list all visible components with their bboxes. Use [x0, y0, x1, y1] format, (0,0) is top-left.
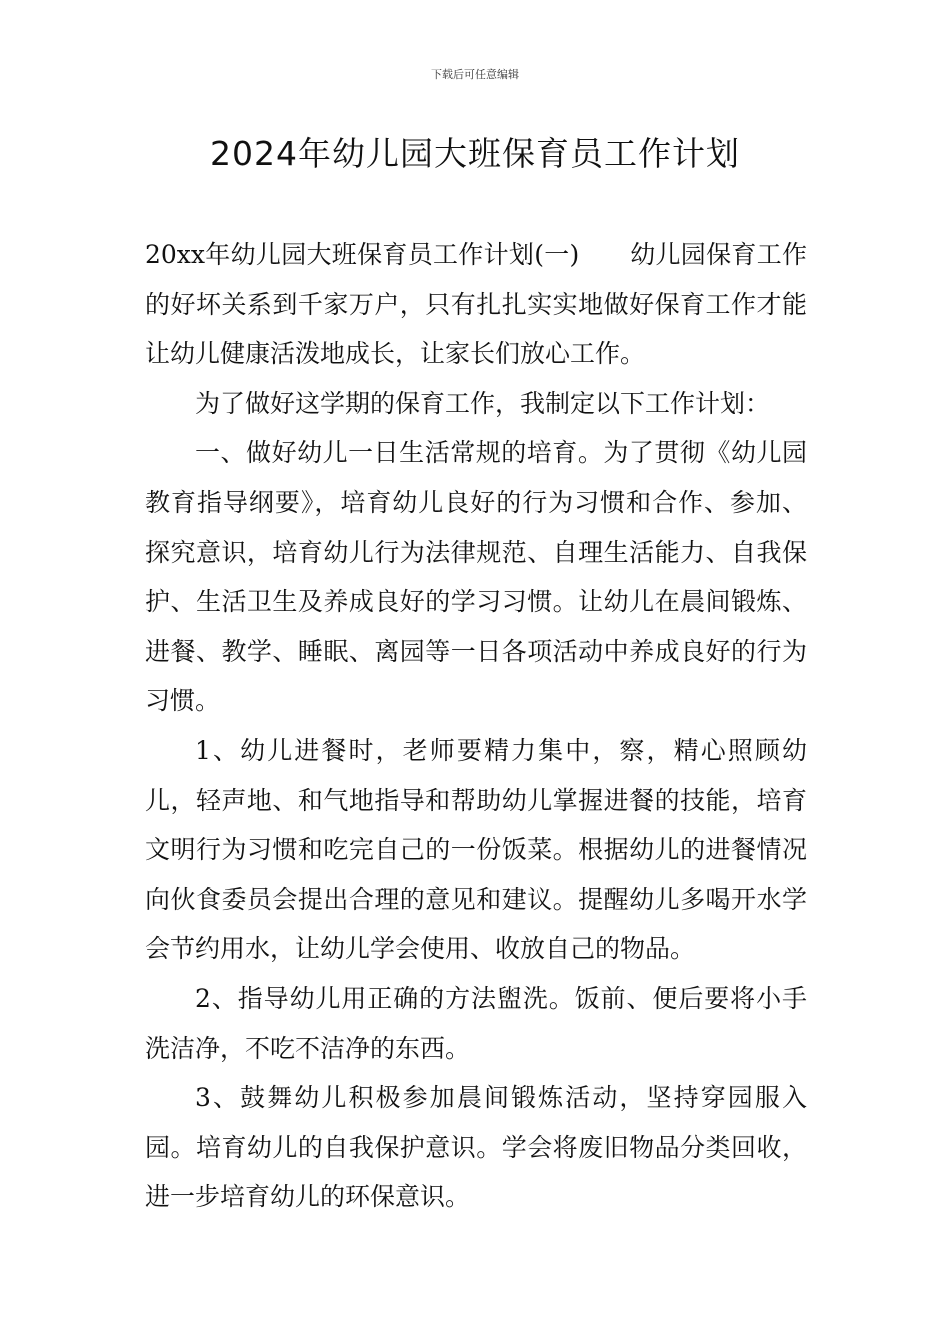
document-body — [145, 230, 807, 1222]
paragraph-item-1: 1、幼儿进餐时，老师要精力集中，察，精心照顾幼儿，轻声地、和气地指导和帮助幼儿掌握进餐的技能，培育文明行为习惯和吃完自己的一份饭菜。根据幼儿的进餐情况向伙食委员会提出合理的意见和建议。提醒幼儿多喝开水学会节约用水，让幼儿学会使用、收放自己的物品。 — [145, 735, 807, 964]
paragraph-intro: 20xx年幼儿园大班保育员工作计划(一) 幼儿园保育工作的好坏关系到千家万户，只有扎扎实实地做好保育工作才能让幼儿健康活泼地成长，让家长们放心工作。 — [145, 240, 807, 369]
paragraph-plan-lead: 为了做好这学期的保育工作，我制定以下工作计划： — [195, 388, 771, 418]
document-title: 2024年幼儿园大班保育员工作计划 — [210, 134, 740, 173]
paragraph-item-2: 2、指导幼儿用正确的方法盥洗。饭前、便后要将小手洗洁净，不吃不洁净的东西。 — [145, 983, 807, 1063]
paragraph-item-3: 3、鼓舞幼儿积极参加晨间锻炼活动，坚持穿园服入园。培育幼儿的自我保护意识。学会将废旧物品分类回收，进一步培育幼儿的环保意识。 — [145, 1083, 807, 1212]
paragraph-section-one: 一、做好幼儿一日生活常规的培育。为了贯彻《幼儿园教育指导纲要》，培育幼儿良好的行为习惯和合作、参加、探究意识，培育幼儿行为法律规范、自理生活能力、自我保护、生活卫生及养成良好的学习习惯。让幼儿在晨间锻炼、进餐、教学、睡眠、离园等一日各项活动中养成良好的行为习惯。 — [145, 438, 807, 716]
header-note: 下载后可任意编辑 — [431, 68, 519, 81]
